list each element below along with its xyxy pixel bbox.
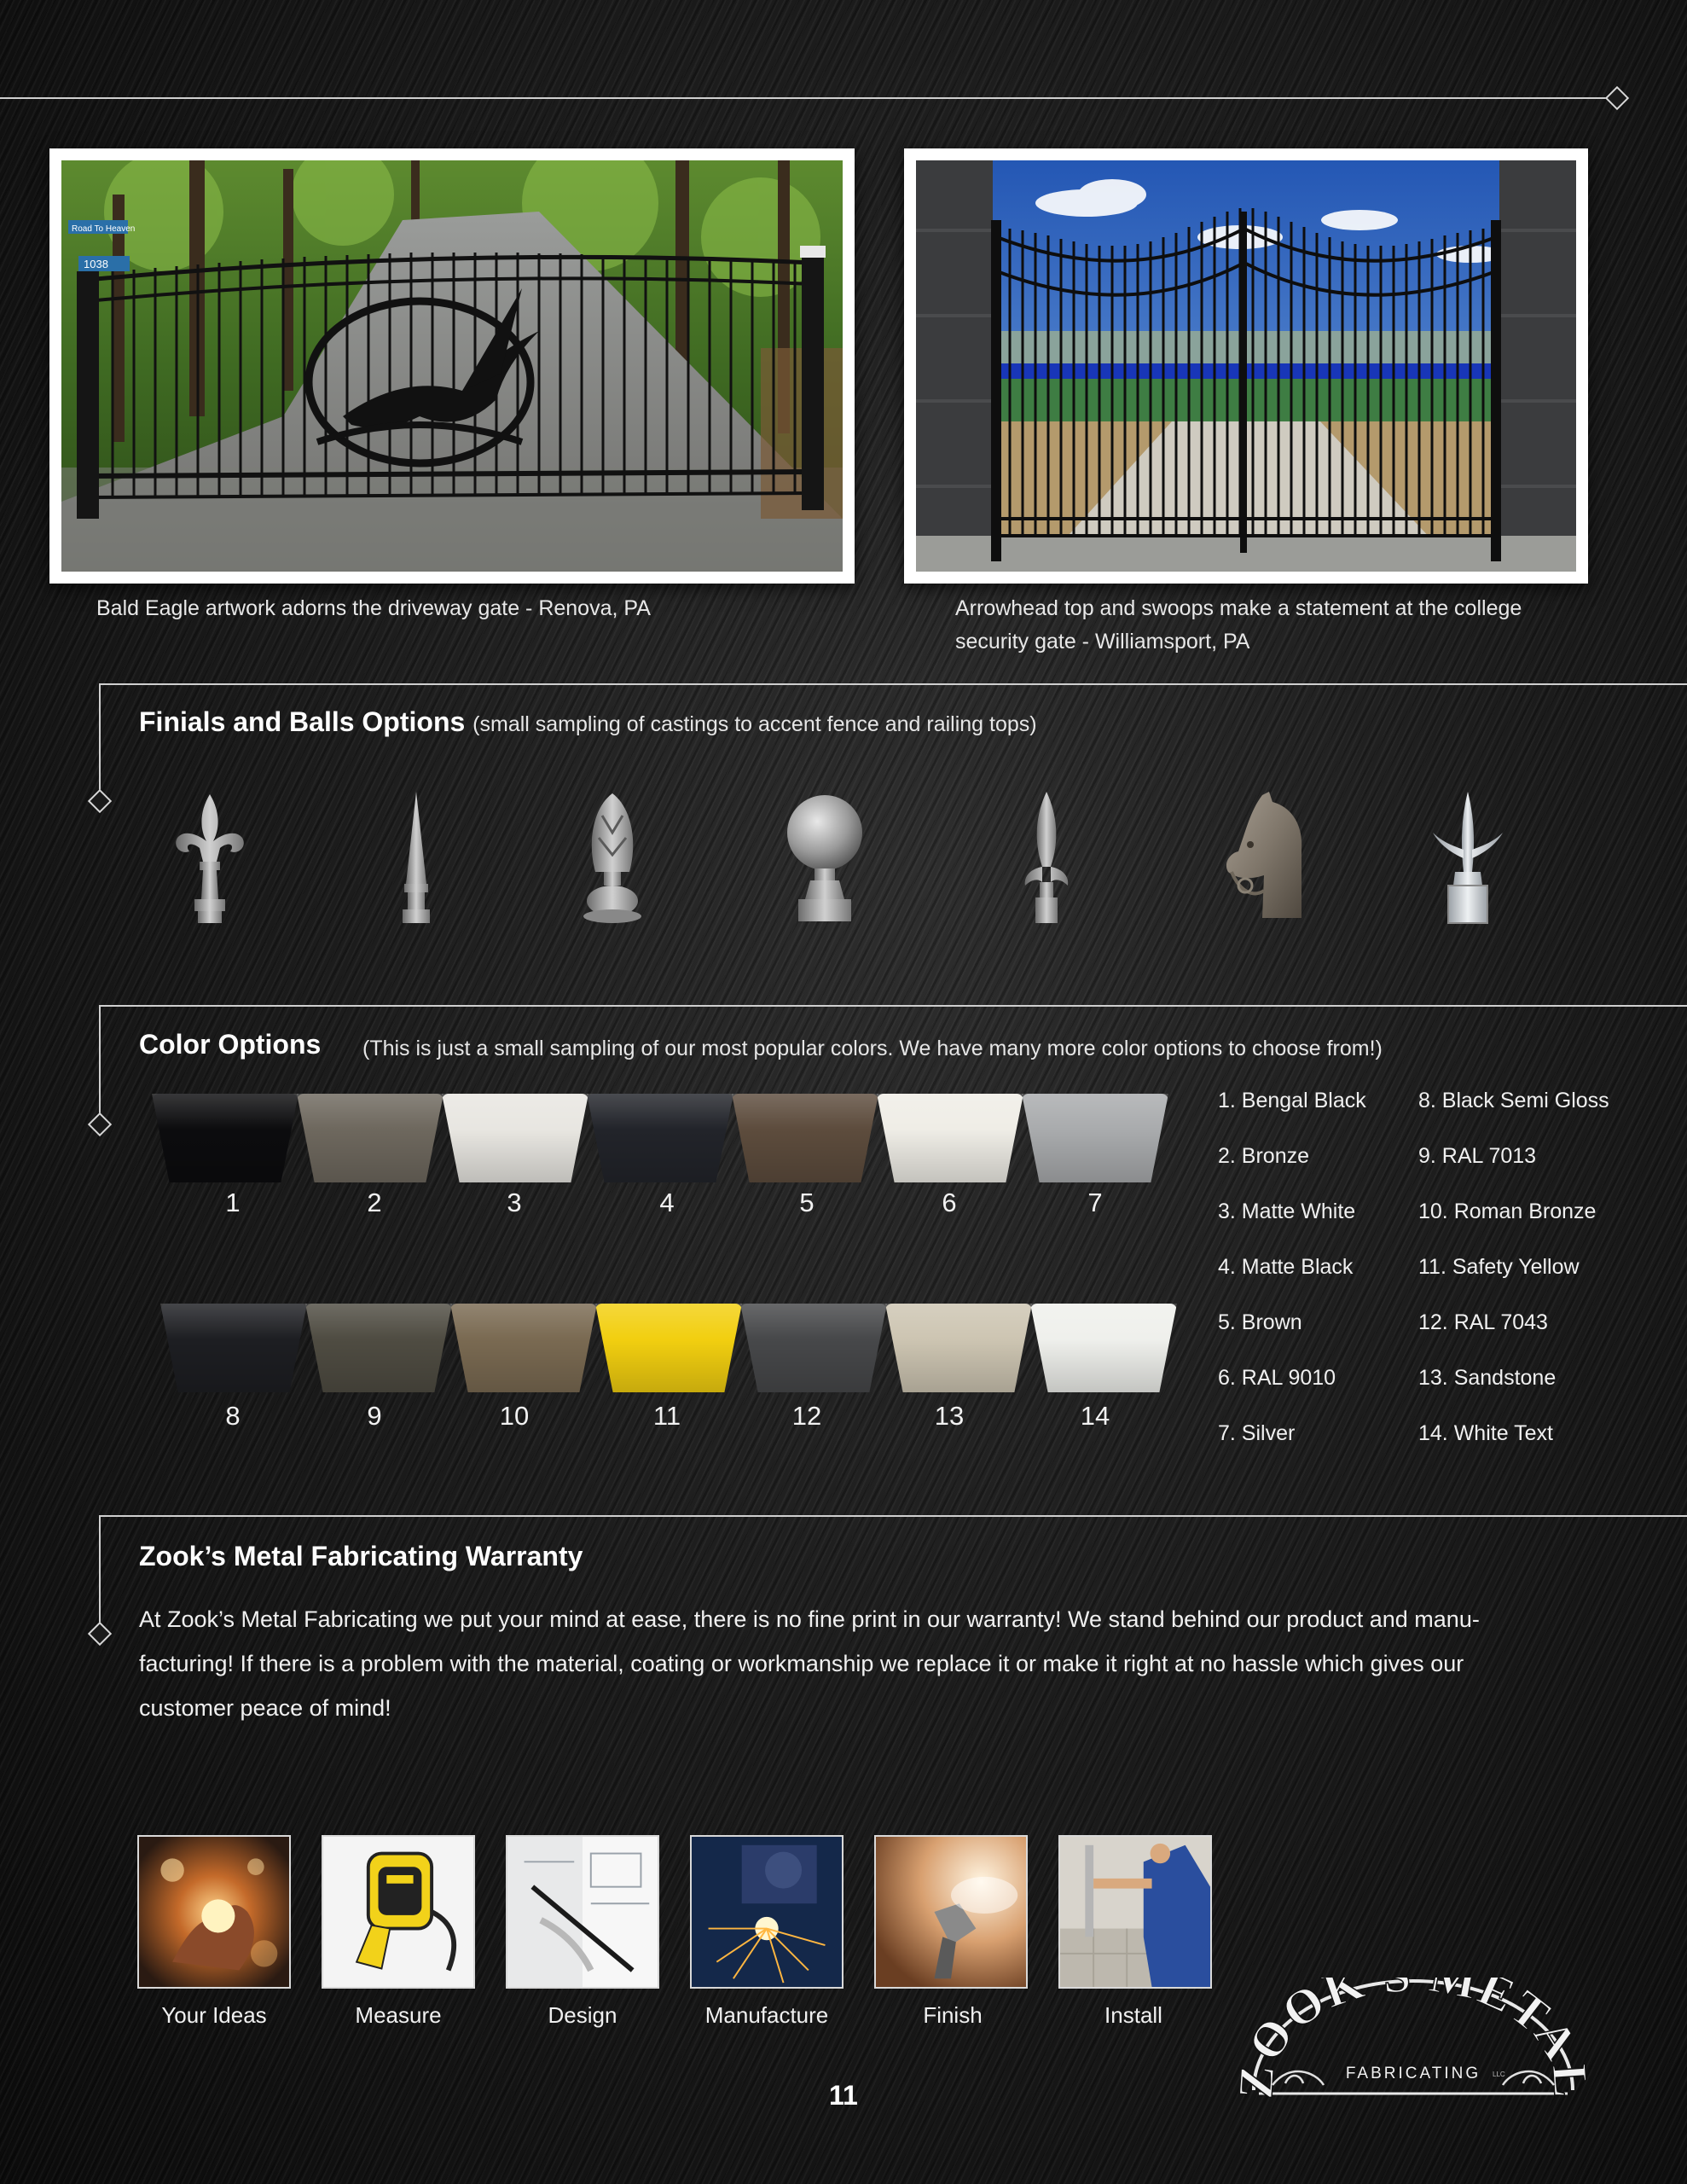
finish-image	[874, 1835, 1028, 1989]
manufacture-image	[690, 1835, 844, 1989]
warranty-line-2: facturing! If there is a problem with the material, coating or workmanship we replace it or make it right at no hassle which gives our	[139, 1651, 1464, 1676]
finials-note: (small sampling of castings to accent fence and railing tops)	[472, 712, 1037, 736]
swatch-row-1	[152, 1094, 1167, 1182]
color-name-6: 6. RAL 9010	[1218, 1366, 1336, 1390]
warranty-text	[139, 1597, 1657, 1730]
color-name-3: 3. Matte White	[1218, 1199, 1356, 1223]
design-image	[506, 1835, 659, 1989]
warranty-line-3: customer peace of mind!	[139, 1695, 391, 1721]
photo-eagle-gate	[49, 148, 855, 584]
fleur-de-lis-finial-icon	[167, 790, 252, 926]
svg-text:ZOOK'S METAL: OOK' META	[1238, 1978, 1588, 2071]
color-swatch-10[interactable]	[450, 1304, 597, 1392]
your-ideas-image	[137, 1835, 291, 1989]
color-swatch-6[interactable]	[877, 1094, 1023, 1182]
finials-heading	[139, 706, 1037, 738]
color-swatch-3[interactable]	[442, 1094, 588, 1182]
zooks-logo-icon	[1238, 1978, 1588, 2106]
color-name-10: 10. Roman Bronze	[1418, 1199, 1597, 1223]
color-swatch-5[interactable]	[732, 1094, 878, 1182]
swatch-number-11: 11	[652, 1401, 681, 1431]
finials-section-side-line	[99, 683, 101, 792]
caption-college-gate-line2: security gate - Williamsport, PA	[955, 630, 1250, 653]
colors-note: (This is just a small sampling of our most popular colors. We have many more color options to choose from!)	[362, 1037, 1383, 1060]
swatch-number-12: 12	[791, 1401, 822, 1431]
finials-section-top-line	[99, 683, 1687, 685]
color-name-13: 13. Sandstone	[1418, 1366, 1557, 1390]
swatch-row-2	[160, 1304, 1175, 1392]
color-swatch-2[interactable]	[297, 1094, 443, 1182]
photo-college-gate	[904, 148, 1588, 584]
color-swatch-1[interactable]	[152, 1094, 299, 1182]
swatch-number-4: 4	[659, 1188, 675, 1217]
color-swatch-11[interactable]	[595, 1304, 742, 1392]
college-gate-image	[916, 160, 1576, 572]
svg-text:FABRICATING: FABRICATING	[1345, 2065, 1481, 2082]
warranty-section-side-line	[99, 1515, 101, 1624]
color-swatch-12[interactable]	[740, 1304, 887, 1392]
color-name-9: 9. RAL 7013	[1418, 1144, 1537, 1168]
warranty-diamond-icon	[88, 1622, 112, 1646]
color-name-8: 8. Black Semi Gloss	[1418, 1089, 1609, 1112]
process-label-finish: Finish	[923, 2002, 983, 2028]
colors-section-side-line	[99, 1005, 101, 1123]
color-swatch-7[interactable]	[1022, 1094, 1168, 1182]
fleur-spear-finial-icon	[1017, 790, 1076, 926]
top-rule	[0, 97, 1612, 99]
warranty-section-top-line	[99, 1515, 1687, 1517]
color-name-14: 14. White Text	[1418, 1421, 1553, 1445]
svg-text:1038: 1038	[84, 258, 108, 270]
color-swatch-8[interactable]	[160, 1304, 307, 1392]
warranty-line-1: At Zook’s Metal Fabricating we put your mind at ease, there is no fine print in our warranty! We stand behind our product and manu-	[139, 1606, 1480, 1632]
swatch-number-8: 8	[225, 1401, 241, 1431]
color-name-4: 4. Matte Black	[1218, 1255, 1354, 1279]
color-name-2: 2. Bronze	[1218, 1144, 1310, 1168]
eagle-gate-image	[61, 160, 843, 572]
color-name-11: 11. Safety Yellow	[1418, 1255, 1580, 1279]
tulip-spear-finial-icon	[1429, 790, 1506, 926]
finials-diamond-icon	[88, 789, 112, 813]
process-label-design: Design	[548, 2002, 617, 2028]
horse-head-finial-icon	[1220, 790, 1313, 926]
diamond-ornament-icon	[1605, 86, 1629, 110]
caption-college-gate-line1: Arrowhead top and swoops make a statement at the college	[955, 596, 1522, 620]
colors-section-top-line	[99, 1005, 1687, 1007]
process-label-install: Install	[1104, 2002, 1162, 2028]
ball-finial-icon	[786, 790, 863, 926]
process-label-manufacture: Manufacture	[704, 2002, 829, 2028]
swatch-number-10: 10	[499, 1401, 530, 1431]
swatch-number-1: 1	[225, 1188, 241, 1217]
swatch-number-14: 14	[1080, 1401, 1110, 1431]
color-name-7: 7. Silver	[1218, 1421, 1296, 1445]
colors-title: Color Options	[139, 1029, 322, 1060]
swatch-number-2: 2	[367, 1188, 382, 1217]
swatch-number-9: 9	[367, 1401, 382, 1431]
color-name-1: 1. Bengal Black	[1218, 1089, 1366, 1112]
process-label-your-ideas: Your Ideas	[161, 2002, 267, 2028]
colors-diamond-icon	[88, 1112, 112, 1136]
svg-text:LLC: LLC	[1493, 2071, 1505, 2078]
spear-finial-icon	[392, 790, 440, 926]
caption-eagle-gate: Bald Eagle artwork adorns the driveway gate - Renova, PA	[96, 596, 651, 620]
color-name-5: 5. Brown	[1218, 1310, 1302, 1334]
color-name-12: 12. RAL 7043	[1418, 1310, 1548, 1334]
swatch-number-5: 5	[799, 1188, 815, 1217]
swatch-number-7: 7	[1087, 1188, 1103, 1217]
color-swatch-13[interactable]	[885, 1304, 1032, 1392]
color-swatch-14[interactable]	[1030, 1304, 1177, 1392]
finials-title: Finials and Balls Options	[139, 706, 466, 737]
measure-image	[322, 1835, 475, 1989]
color-swatch-4[interactable]	[587, 1094, 733, 1182]
zooks-metal-logo	[1238, 1978, 1588, 2106]
install-image	[1058, 1835, 1212, 1989]
acorn-finial-icon	[580, 790, 645, 926]
color-swatch-9[interactable]	[305, 1304, 452, 1392]
svg-text:Road To Heaven: Road To Heaven	[72, 224, 136, 234]
swatch-number-6: 6	[942, 1188, 957, 1217]
process-label-measure: Measure	[355, 2002, 442, 2028]
swatch-number-13: 13	[934, 1401, 965, 1431]
warranty-title: Zook’s Metal Fabricating Warranty	[139, 1541, 583, 1571]
page-number: 11	[829, 2080, 858, 2111]
swatch-number-3: 3	[507, 1188, 522, 1217]
